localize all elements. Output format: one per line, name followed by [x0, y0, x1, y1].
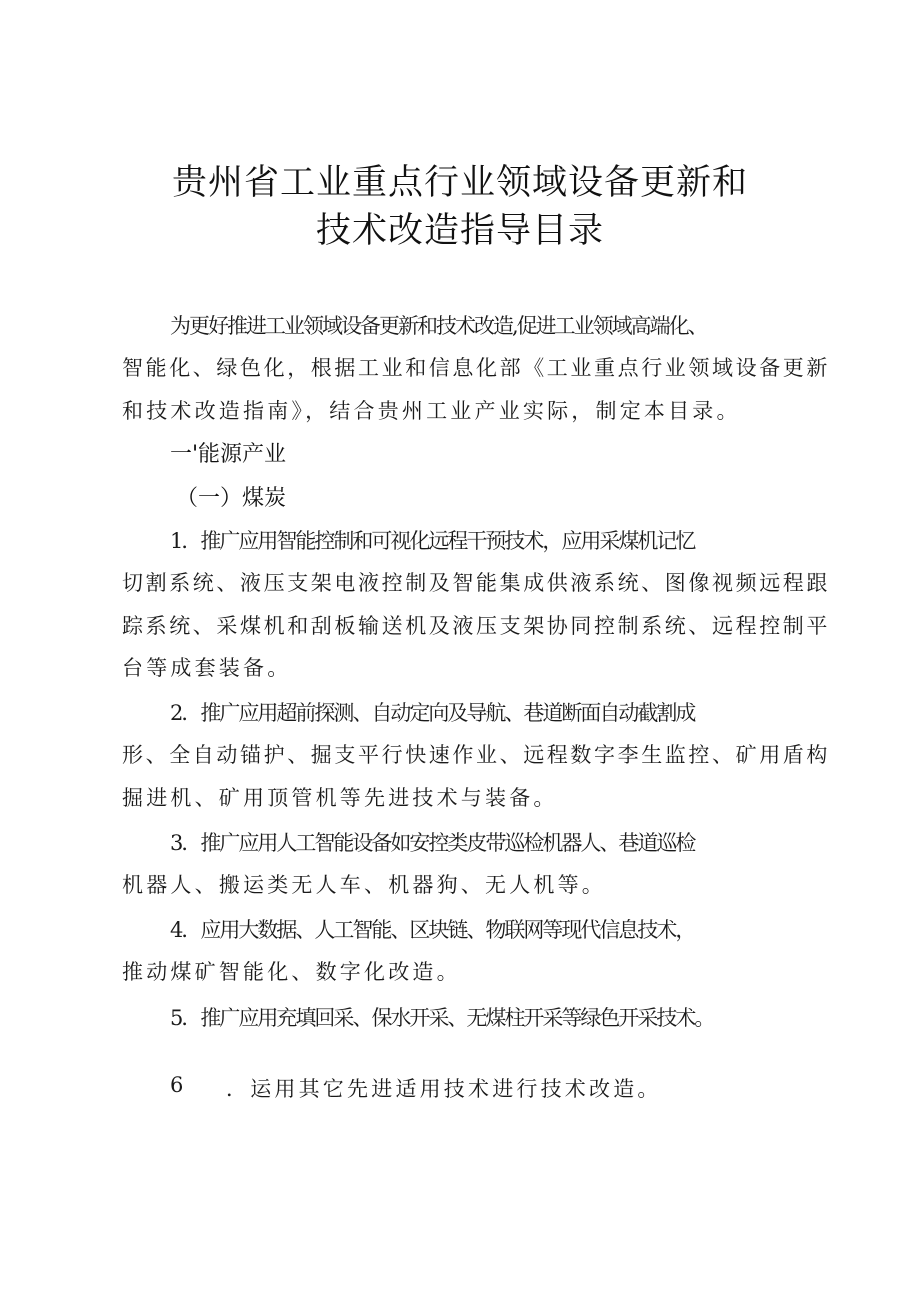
document-title-line-2: 技术改造指导目录 [315, 211, 604, 251]
item-6-number: 6 [170, 1073, 187, 1097]
item-6-text: ．运用其它先进适用技术进行技术改造。 [226, 1077, 662, 1101]
subsection-heading: （一）煤炭 [176, 486, 287, 511]
item-3-line-2: 机器人、搬运类无人车、机器狗、无人机等。 [122, 873, 606, 897]
item-2-line-2: 形、全自动锚护、掘支平行快速作业、远程数字李生监控、矿用盾构 [122, 743, 830, 767]
item-1-line-1: 1．推广应用智能控制和可视化远程干预技术，应用采煤机记忆 [170, 529, 695, 553]
section-heading: 一'能源产业 [170, 442, 287, 467]
intro-line-2: 智能化、绿色化，根据工业和信息化部《工业重点行业领域设备更新 [122, 356, 830, 380]
item-2-line-1: 2．推广应用超前探测、自动定向及导航、巷道断面自动截割成 [170, 701, 695, 725]
item-1-line-3: 踪系统、采煤机和刮板输送机及液压支架协同控制系统、远程控制平 [122, 614, 830, 638]
item-4-line-1: 4．应用大数据、人工智能、区块链、物联网等现代信息技术， [170, 918, 695, 942]
item-4-line-2: 推动煤矿智能化、数字化改造。 [122, 960, 461, 984]
item-1-line-4: 台等成套装备。 [122, 656, 292, 680]
item-5-line-1: 5．推广应用充填回采、保水开采、无煤柱开采等绿色开采技术。 [170, 1006, 714, 1030]
intro-line-1: 为更好推进工业领域设备更新和技术改造,促进工业领域高端化、 [170, 314, 707, 338]
item-3-line-1: 3．推广应用人工智能设备如安控类皮带巡检机器人、巷道巡检 [170, 831, 695, 855]
item-1-line-2: 切割系统、液压支架电液控制及智能集成供液系统、图像视频远程跟 [122, 571, 830, 595]
item-2-line-3: 掘进机、矿用顶管机等先进技术与装备。 [122, 786, 558, 810]
document-title-line-1: 贵州省工业重点行业领域设备更新和 [171, 163, 748, 203]
intro-line-3: 和技术改造指南》，结合贵州工业产业实际，制定本目录。 [122, 399, 741, 423]
